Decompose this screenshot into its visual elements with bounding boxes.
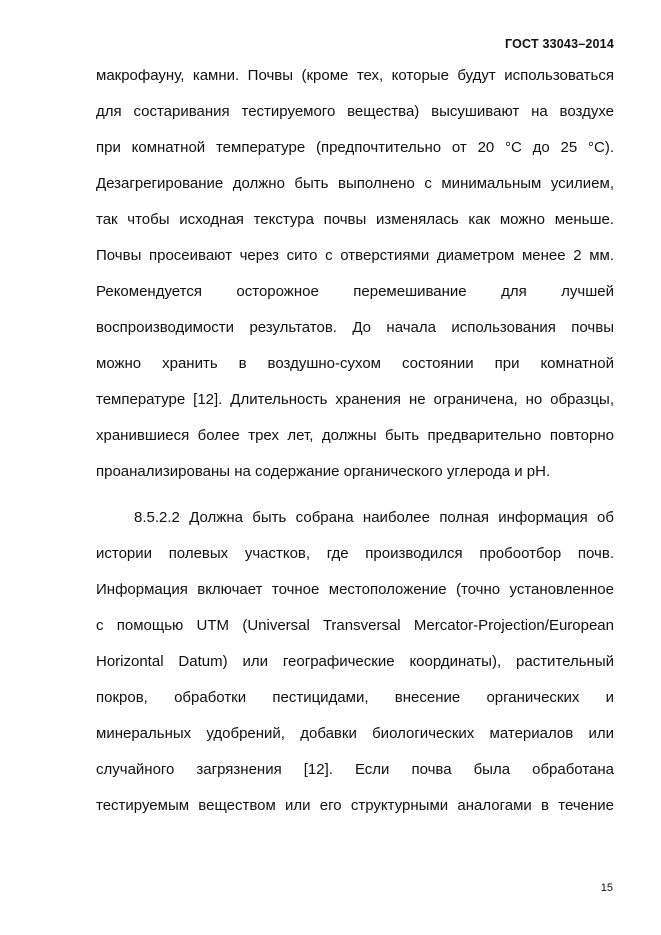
- text-line: 8.5.2.2 Должна быть собрана наиболее полная информация об: [134, 509, 614, 526]
- text-line: покров, обработки пестицидами, внесение органических и: [96, 689, 614, 706]
- text-line: минеральных удобрений, добавки биологических материалов или: [96, 725, 614, 742]
- text-line: макрофауну, камни. Почвы (кроме тех, которые будут использоваться: [96, 67, 614, 84]
- text-line: при комнатной температуре (предпочтительно от 20 °С до 25 °С).: [96, 139, 614, 156]
- text-line: случайного загрязнения [12]. Если почва была обработана: [96, 761, 614, 778]
- text-line: температуре [12]. Длительность хранения не ограничена, но образцы,: [96, 391, 614, 408]
- text-line: для состаривания тестируемого вещества) высушивают на воздухе: [96, 103, 614, 120]
- text-line: Рекомендуется осторожное перемешивание для лучшей: [96, 283, 614, 300]
- text-line: истории полевых участков, где производился пробоотбор почв.: [96, 545, 614, 562]
- text-line: так чтобы исходная текстура почвы изменялась как можно меньше.: [96, 211, 614, 228]
- text-line: воспроизводимости результатов. До начала использования почвы: [96, 319, 614, 336]
- text-line: Horizontal Datum) или географические координаты), растительный: [96, 653, 614, 670]
- text-line: можно хранить в воздушно-сухом состоянии при комнатной: [96, 355, 614, 372]
- document-code-header: ГОСТ 33043–2014: [505, 37, 614, 51]
- text-line: Дезагрегирование должно быть выполнено с минимальным усилием,: [96, 175, 614, 192]
- text-line: хранившиеся более трех лет, должны быть предварительно повторно: [96, 427, 614, 444]
- text-line: Информация включает точное местоположение (точно установленное: [96, 581, 614, 598]
- text-line: проанализированы на содержание органического углерода и рН.: [96, 463, 551, 480]
- text-line: Почвы просеивают через сито с отверстиями диаметром менее 2 мм.: [96, 247, 614, 264]
- text-line: с помощью UTM (Universal Transversal Mercator-Projection/European: [96, 617, 614, 634]
- page-number: 15: [600, 882, 613, 894]
- text-line: тестируемым веществом или его структурными аналогами в течение: [96, 797, 614, 814]
